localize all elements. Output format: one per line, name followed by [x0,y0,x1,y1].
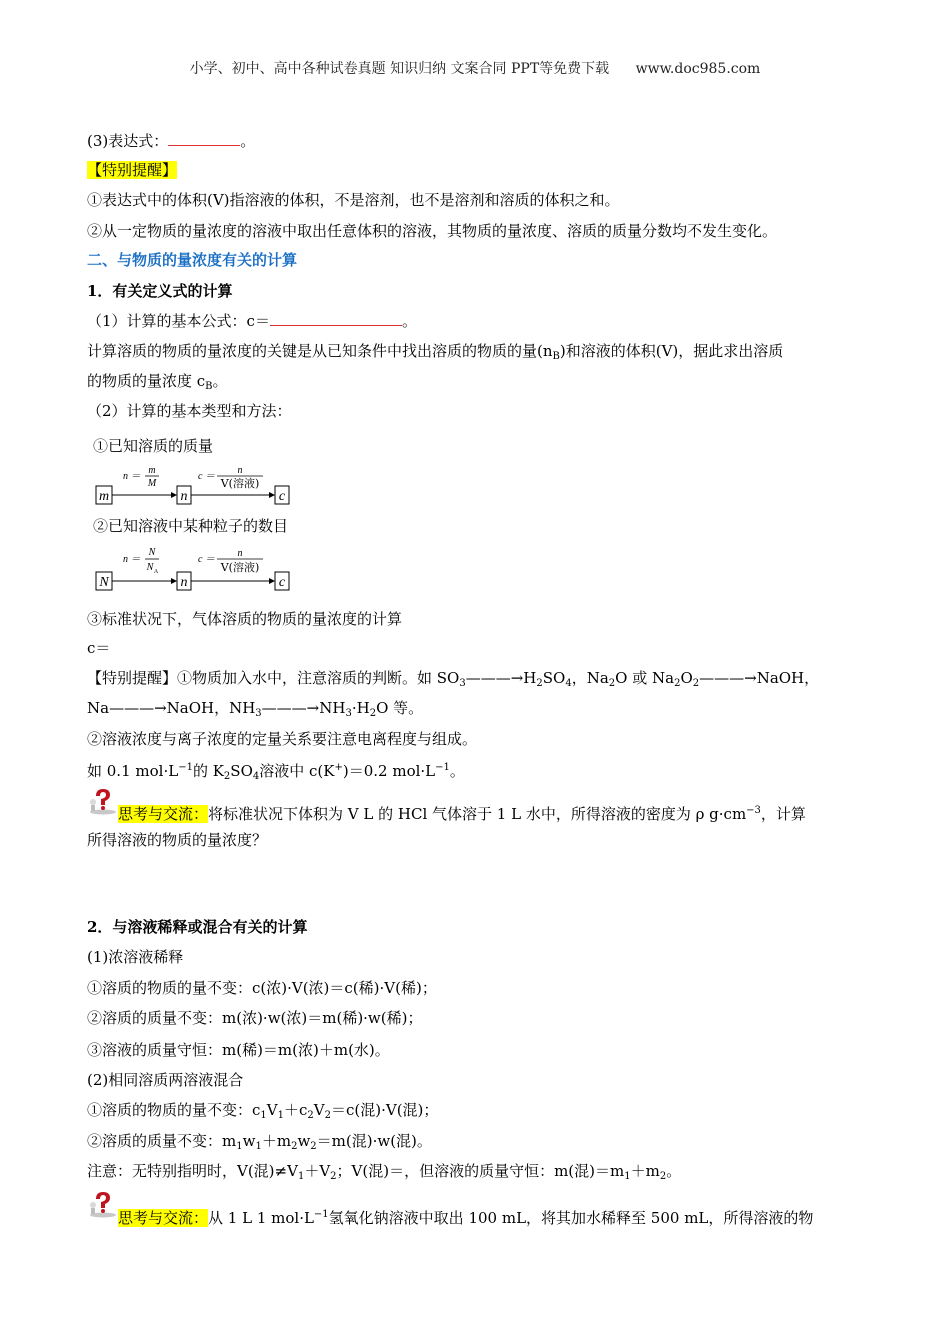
diagram2-mid: n [180,575,188,590]
svg-text:n ＝: n ＝ [123,554,141,565]
gas-formula-line: c＝ [87,639,111,657]
mixing-rule-2: ②溶质的质量不变：$m_1w_1+m_2w_2=m$(混)·w(混)。 [87,1132,432,1152]
mixing-heading: (2)相同溶质两溶液混合 [87,1071,244,1089]
answer-blank[interactable] [168,131,240,146]
diagram1-start: m [98,489,110,504]
dilution-rule-2: ②溶质的质量不变：m(浓)·w(浓)＝m(稀)·w(稀)； [87,1009,423,1027]
svg-text:N: N [146,562,154,573]
note-1: ①表达式中的体积(V)指溶液的体积，不是溶剂，也不是溶剂和溶质的体积之和。 [87,191,620,209]
special-note-heading: 【特别提醒】 [87,161,178,179]
mass-to-concentration-diagram [95,462,295,510]
special-note-2-line2: Na———→NaOH，$NH_3———\to NH_3\cdot H_2O$ 等。 [87,699,424,719]
basic-formula-line: （1）计算的基本公式：c＝ 。 [87,312,417,330]
special-note-2-line3: ②溶液浓度与离子浓度的定量关系要注意电离程度与组成。 [87,730,478,748]
dilution-rule-1: ①溶质的物质的量不变：c(浓)·V(浓)＝c(稀)·V(稀)； [87,979,437,997]
diagram2-end: c [278,575,286,590]
diagram1-end: c [278,489,286,504]
diagram1-mid: n [180,489,188,504]
diagram2-start: N [99,575,109,590]
svg-text:n ＝: n ＝ [123,471,141,482]
dilution-rule-3: ③溶液的质量守恒：m(稀)＝m(浓)＋m(水)。 [87,1041,390,1059]
subsection-heading-1: 1．有关定义式的计算 [87,282,233,300]
svg-text:n: n [237,465,243,476]
subsection-heading-2: 2．与溶液稀释或混合有关的计算 [87,918,308,936]
mixing-note: 注意：无特别指明时，V(混)$\ne V_1+V_2$；V(混)＝，但溶液的质量守恒：m(混)$=m_1+m_2$。 [87,1162,682,1182]
svg-text:N: N [148,547,156,558]
special-note-2-line1: 【特别提醒】①物质加入水中，注意溶质的判断。如 $SO_3———\to H_2SO_4$，$Na_2O$ 或 $Na_2O_2———\to NaOH$， [87,669,820,689]
dilution-heading: (1)浓溶液稀释 [87,948,184,966]
svg-text:M: M [147,478,157,489]
section-heading: 二、与物质的量浓度有关的计算 [87,251,298,269]
think-discuss-1-line2: 所得溶液的物质的量浓度？ [87,831,268,849]
expression-line: (3)表达式： 。 [87,132,256,150]
svg-text:m: m [148,465,156,476]
case-2-label: ②已知溶液中某种粒子的数目 [93,517,289,535]
page-header [0,58,950,78]
particles-to-concentration-diagram [95,542,295,596]
key-explanation-2: 的物质的量浓度 $c_B$。 [87,372,228,392]
note-2: ②从一定物质的量浓度的溶液中取出任意体积的溶液，其物质的量浓度、溶质的质量分数均不发生变化。 [87,222,778,240]
think-discuss-2-line1: 思考与交流：从 1 L 1 $mol\cdot L^{-1}$氢氧化钠溶液中取出 100 mL，将其加水稀释至 500 mL，所得溶液的物 [118,1209,814,1227]
case-3-label: ③标准状况下，气体溶质的物质的量浓度的计算 [87,610,403,628]
question-person-icon-2 [88,1190,118,1218]
svg-text:c ＝: c ＝ [198,471,215,482]
svg-text:V(溶液): V(溶液) [220,561,260,574]
svg-text:A: A [153,569,159,575]
mixing-rule-1: ①溶质的物质的量不变：$c_1V_1+c_2V_2=c$(混)·V(混)； [87,1101,439,1121]
basic-types-line: （2）计算的基本类型和方法： [87,402,292,420]
svg-text:c ＝: c ＝ [198,554,215,565]
ion-example-line: 如 0.1 $mol\cdot L^{-1}$的 $K_2SO_4$溶液中 c(K+)＝0.2 $mol\cdot L^{-1}$。 [87,762,465,782]
case-1-label: ①已知溶质的质量 [93,437,214,455]
question-person-icon [88,787,118,815]
header-text: 小学、初中、高中各种试卷真题 知识归纳 文案合同 PPT等免费下载 [189,61,610,77]
svg-text:V(溶液): V(溶液) [220,477,260,490]
svg-text:n: n [237,548,243,559]
think-discuss-1-line1: 思考与交流：将标准状况下体积为 V L 的 HCl 气体溶于 1 L 水中，所得溶液的密度为 ρ $g\cdot cm^{-3}$，计算 [118,805,806,823]
formula-blank[interactable] [270,311,402,326]
key-explanation-1: 计算溶质的物质的量浓度的关键是从已知条件中找出溶质的物质的量$(n_B)$和溶液的体积(V)，据此求出溶质 [87,342,784,362]
header-url[interactable]: www.doc985.com [635,61,761,77]
